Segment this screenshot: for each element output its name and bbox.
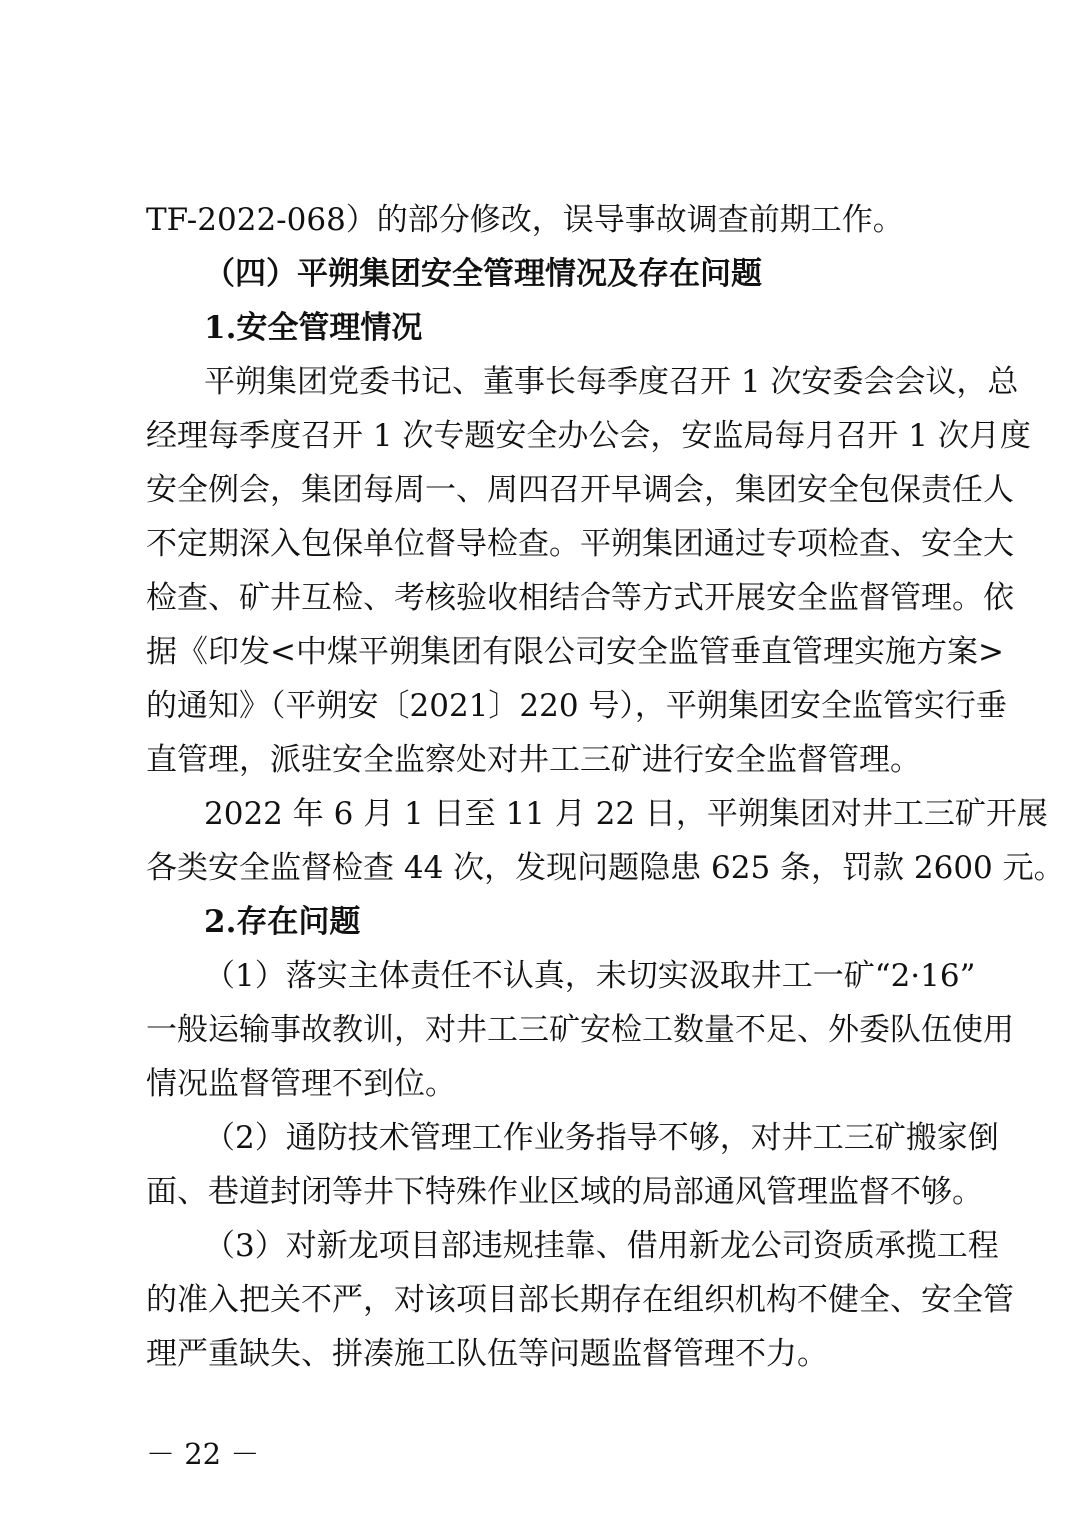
problem-item-line: 理严重缺失、拼凑施工队伍等问题监督管理不力。	[146, 1336, 828, 1372]
page-number: － 22 －	[146, 1437, 260, 1471]
problem-item-line: 情况监督管理不到位。	[146, 1066, 456, 1102]
paragraph-line: 经理每季度召开 1 次专题安全办公会，安监局每月召开 1 次月度	[146, 418, 1031, 454]
problem-item-line: （1）落实主体责任不认真，未切实汲取井工一矿“2·16”	[204, 958, 976, 994]
paragraph-line: 检查、矿井互检、考核验收相结合等方式开展安全监督管理。依	[146, 580, 1014, 616]
paragraph-line: 平朔集团党委书记、董事长每季度召开 1 次安委会会议，总	[204, 364, 1019, 400]
paragraph-line: 2022 年 6 月 1 日至 11 月 22 日，平朔集团对井工三矿开展	[204, 796, 1048, 832]
paragraph-line: 的通知》（平朔安〔2021〕220 号），平朔集团安全监管实行垂	[146, 688, 1007, 724]
problem-item-line: 面、巷道封闭等井下特殊作业区域的局部通风管理监督不够。	[146, 1174, 983, 1210]
paragraph-line: 不定期深入包保单位督导检查。平朔集团通过专项检查、安全大	[146, 526, 1014, 562]
problem-item-line: （3）对新龙项目部违规挂靠、借用新龙公司资质承揽工程	[204, 1228, 999, 1264]
document-body	[146, 193, 1065, 1381]
paragraph-line: 各类安全监督检查 44 次，发现问题隐患 625 条，罚款 2600 元。	[146, 850, 1065, 886]
problem-item-line: （2）通防技术管理工作业务指导不够，对井工三矿搬家倒	[204, 1120, 999, 1156]
subsection-heading-safety-management: 1.安全管理情况	[204, 310, 423, 346]
paragraph-line: 安全例会，集团每周一、周四召开早调会，集团安全包保责任人	[146, 472, 1014, 508]
paragraph-line: 直管理，派驻安全监察处对井工三矿进行安全监督管理。	[146, 742, 921, 778]
problem-item-line: 一般运输事故教训，对井工三矿安检工数量不足、外委队伍使用	[146, 1012, 1014, 1048]
section-heading: （四）平朔集团安全管理情况及存在问题	[204, 256, 762, 292]
text-line-continuation: TF-2022-068）的部分修改，误导事故调查前期工作。	[146, 202, 904, 238]
problem-item-line: 的准入把关不严，对该项目部长期存在组织机构不健全、安全管	[146, 1282, 1014, 1318]
subsection-heading-problems: 2.存在问题	[204, 904, 361, 940]
paragraph-line: 据《印发<中煤平朔集团有限公司安全监管垂直管理实施方案>	[146, 634, 1004, 670]
